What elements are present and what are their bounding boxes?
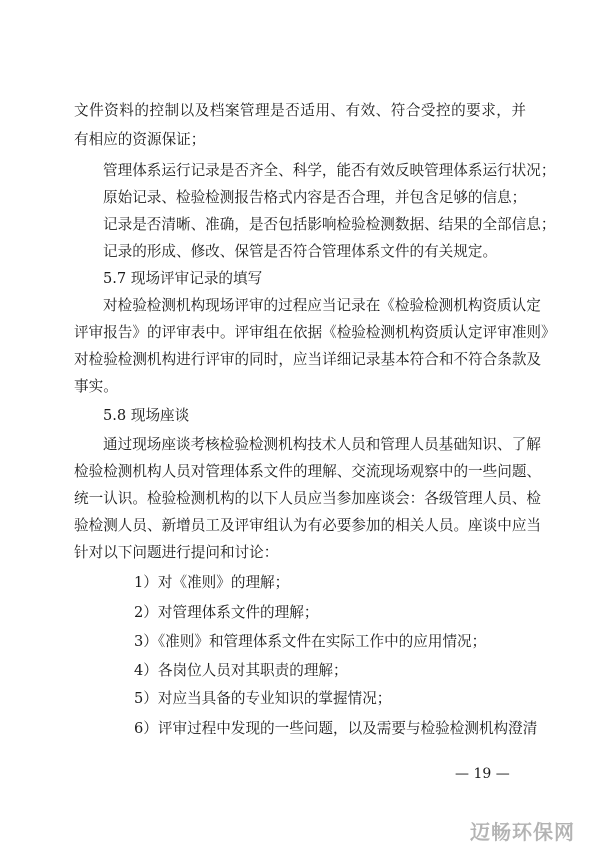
paragraph-line: 原始记录、检验检测报告格式内容是否合理，并包含足够的信息； (103, 189, 527, 206)
paragraph-line: 对检验检测机构进行评审的同时，应当详细记录基本符合和不符合条款及 (74, 351, 542, 368)
section-heading-5-8: 5.8 现场座谈 (103, 407, 190, 424)
paragraph-line: 统一认识。检验检测机构的以下人员应当参加座谈会：各级管理人员、检 (74, 490, 542, 507)
paragraph-line: 事实。 (74, 378, 118, 395)
list-item: 6）评审过程中发现的一些问题，以及需要与检验检测机构澄清 (134, 720, 538, 737)
list-item: 2）对管理体系文件的理解； (134, 604, 319, 621)
section-heading-5-7: 5.7 现场评审记录的填写 (103, 270, 263, 287)
paragraph-line: 有相应的资源保证； (74, 131, 206, 148)
list-item: 3）《准则》和管理体系文件在实际工作中的应用情况； (134, 633, 487, 650)
paragraph-line: 记录是否清晰、准确，是否包括影响检验检测数据、结果的全部信息； (103, 216, 556, 233)
list-item: 1）对《准则》的理解； (134, 574, 290, 591)
paragraph-line: 通过现场座谈考核检验检测机构技术人员和管理人员基础知识、了解 (103, 436, 541, 453)
list-item: 4）各岗位人员对其职责的理解； (134, 662, 348, 679)
list-item: 5）对应当具备的专业知识的掌握情况； (134, 690, 392, 707)
paragraph-line: 记录的形成、修改、保管是否符合管理体系文件的有关规定。 (103, 243, 498, 260)
paragraph-line: 文件资料的控制以及档案管理是否适用、有效、符合受控的要求，并 (74, 102, 526, 119)
paragraph-line: 管理体系运行记录是否齐全、科学，能否有效反映管理体系运行状况； (103, 162, 556, 179)
watermark-logo: 迈畅环保网 (470, 820, 575, 844)
page-number: — 19 — (455, 766, 510, 782)
paragraph-line: 评审报告》的评审表中。评审组在依据《检验检测机构资质认定评审准则》 (74, 324, 556, 341)
paragraph-line: 针对以下问题进行提问和讨论： (74, 544, 279, 561)
paragraph-line: 对检验检测机构现场评审的过程应当记录在《检验检测机构资质认定 (103, 297, 541, 314)
paragraph-line: 检验检测机构人员对管理体系文件的理解、交流现场观察中的一些问题、 (74, 463, 542, 480)
paragraph-line: 验检测人员、新增员工及评审组认为有必要参加的相关人员。座谈中应当 (74, 517, 542, 534)
